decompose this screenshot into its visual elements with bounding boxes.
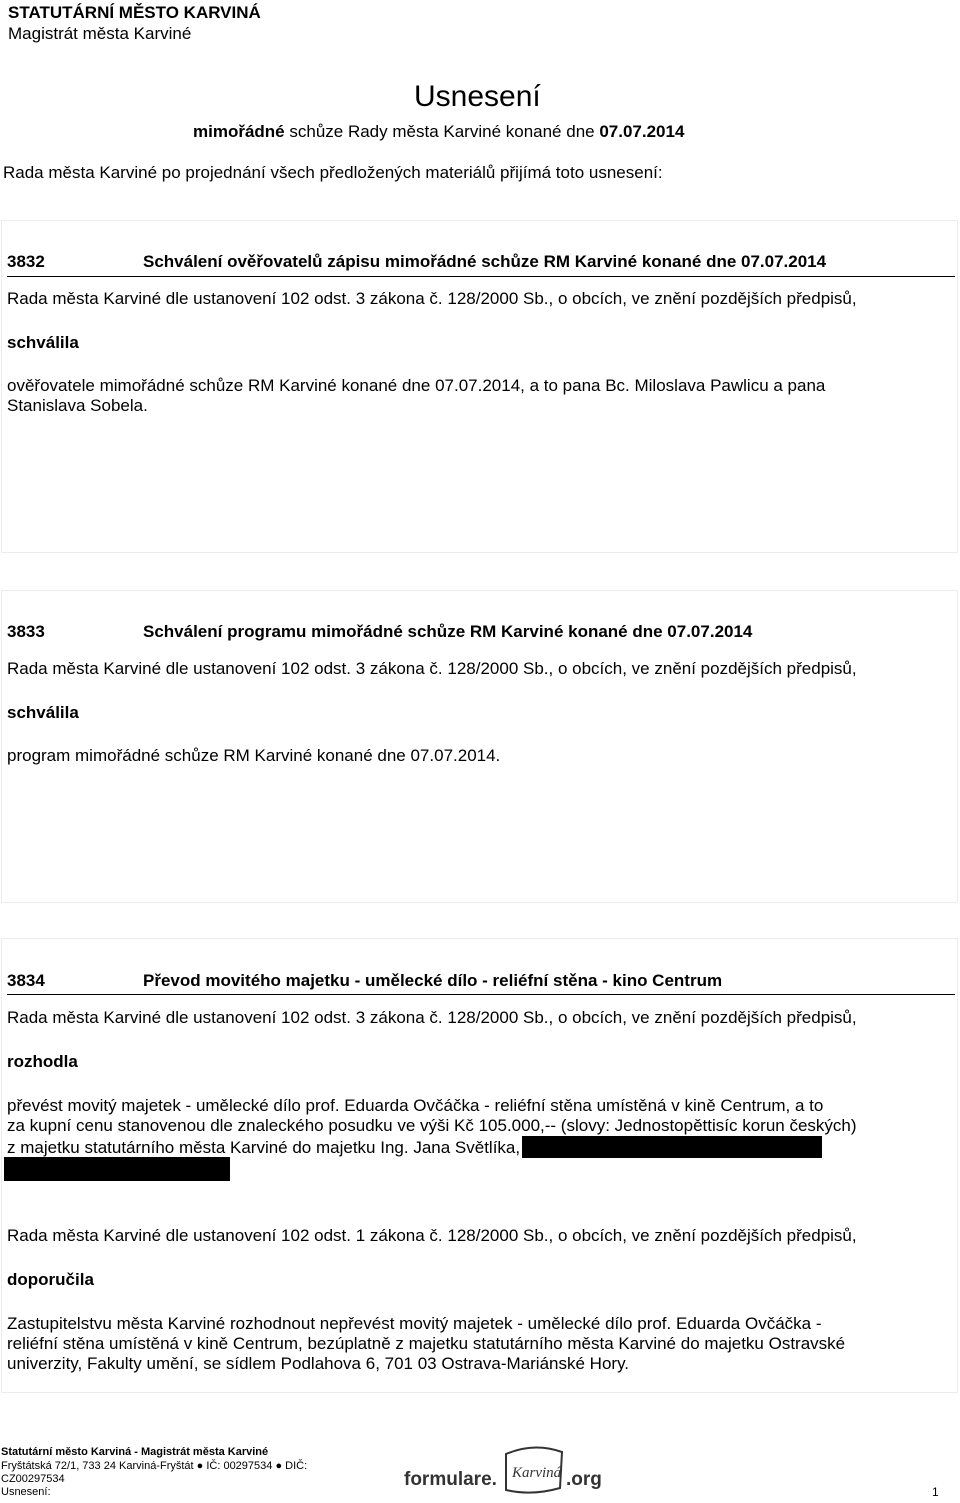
- resolution-verb: schválila: [7, 333, 79, 352]
- svg-text:Karviná: Karviná: [512, 1465, 562, 1481]
- resolution-text-line: univerzity, Fakulty umění, se sídlem Podlahova 6, 701 03 Ostrava-Mariánské Hory.: [7, 1354, 630, 1373]
- formulare-karvina-logo: [402, 1440, 614, 1498]
- resolution-text-line: Stanislava Sobela.: [7, 396, 148, 415]
- resolution-text-line: převést movitý majetek - umělecké dílo prof. Eduarda Ovčáčka - reliéfní stěna umístěná v kině Centrum, a to: [7, 1096, 824, 1115]
- footer-vat: CZ00297534: [1, 1473, 65, 1485]
- resolution-verb: doporučila: [7, 1270, 94, 1289]
- subtitle-meeting-type: mimořádné: [193, 122, 285, 141]
- title-divider: [7, 276, 955, 277]
- redaction-bar: [4, 1157, 230, 1181]
- subtitle-text: schůze Rady města Karviné konané dne: [284, 122, 600, 141]
- resolution-text-line: Zastupitelstvu města Karviné rozhodnout nepřevést movitý majetek - umělecké dílo prof. Eduarda Ovčáčka -: [7, 1314, 822, 1333]
- resolution-text: [7, 746, 500, 766]
- resolution-text-segment: z majetku statutárního města Karviné do majetku Ing. Jana Světlíka,: [7, 1138, 521, 1157]
- resolution-text: [7, 376, 825, 416]
- resolution-text-line: [7, 1136, 937, 1158]
- page-number: 1: [932, 1485, 939, 1499]
- intro-text: Rada města Karviné po projednání všech předložených materiálů přijímá toto usnesení:: [3, 163, 663, 182]
- resolution-title: Schválení programu mimořádné schůze RM Karviné konané dne 07.07.2014: [143, 622, 753, 641]
- resolution-text: [7, 1314, 937, 1374]
- resolution-number: 3834: [7, 971, 45, 990]
- resolution-number: 3833: [7, 622, 45, 641]
- resolution-verb: rozhodla: [7, 1052, 78, 1071]
- resolution-text: [7, 1096, 937, 1158]
- resolution-text-line: ověřovatele mimořádné schůze RM Karviné konané dne 07.07.2014, a to pana Bc. Miloslava Pawlicu a pana: [7, 376, 826, 395]
- resolution-text-line: reliéfní stěna umístěná v kině Centrum, bezúplatně z majetku statutárního města Karviné do majetku Ostravské: [7, 1334, 846, 1353]
- resolution-title: Schválení ověřovatelů zápisu mimořádné schůze RM Karviné konané dne 07.07.2014: [143, 252, 827, 271]
- footer-org: Statutární město Karviná - Magistrát města Karviné: [1, 1446, 269, 1458]
- org-department: Magistrát města Karviné: [8, 24, 192, 43]
- resolution-text-line: za kupní cenu stanovenou dle znaleckého posudku ve výši Kč 105.000,-- (slovy: Jednostopěttisíc korun českých): [7, 1116, 857, 1135]
- legal-basis: Rada města Karviné dle ustanovení 102 odst. 3 zákona č. 128/2000 Sb., o obcích, ve znění pozdějších předpisů,: [7, 659, 857, 678]
- footer-address: Fryštátská 72/1, 733 24 Karviná-Fryštát ● IČ: 00297534 ● DIČ:: [1, 1460, 308, 1472]
- resolution-text-line: program mimořádné schůze RM Karviné konané dne 07.07.2014.: [7, 746, 501, 765]
- title-divider: [7, 994, 955, 995]
- legal-basis: Rada města Karviné dle ustanovení 102 odst. 1 zákona č. 128/2000 Sb., o obcích, ve znění pozdějších předpisů,: [7, 1226, 857, 1245]
- resolution-block: [1, 220, 958, 553]
- resolution-block: [1, 590, 958, 903]
- resolution-verb: schválila: [7, 703, 79, 722]
- svg-text:formulare.: formulare.: [404, 1469, 497, 1490]
- document-title: Usnesení: [414, 80, 541, 113]
- document-subtitle: [193, 122, 684, 142]
- svg-text:.org: .org: [566, 1469, 602, 1490]
- redaction-bar: [522, 1136, 822, 1158]
- resolution-title: Převod movitého majetku - umělecké dílo - reliéfní stěna - kino Centrum: [143, 971, 723, 990]
- resolution-block: [1, 938, 958, 1393]
- footer-doc-label: Usnesení:: [1, 1486, 51, 1498]
- legal-basis: Rada města Karviné dle ustanovení 102 odst. 3 zákona č. 128/2000 Sb., o obcích, ve znění pozdějších předpisů,: [7, 1008, 857, 1027]
- subtitle-date: 07.07.2014: [599, 122, 685, 141]
- org-name: STATUTÁRNÍ MĚSTO KARVINÁ: [8, 3, 261, 22]
- resolution-number: 3832: [7, 252, 45, 271]
- legal-basis: Rada města Karviné dle ustanovení 102 odst. 3 zákona č. 128/2000 Sb., o obcích, ve znění pozdějších předpisů,: [7, 289, 857, 308]
